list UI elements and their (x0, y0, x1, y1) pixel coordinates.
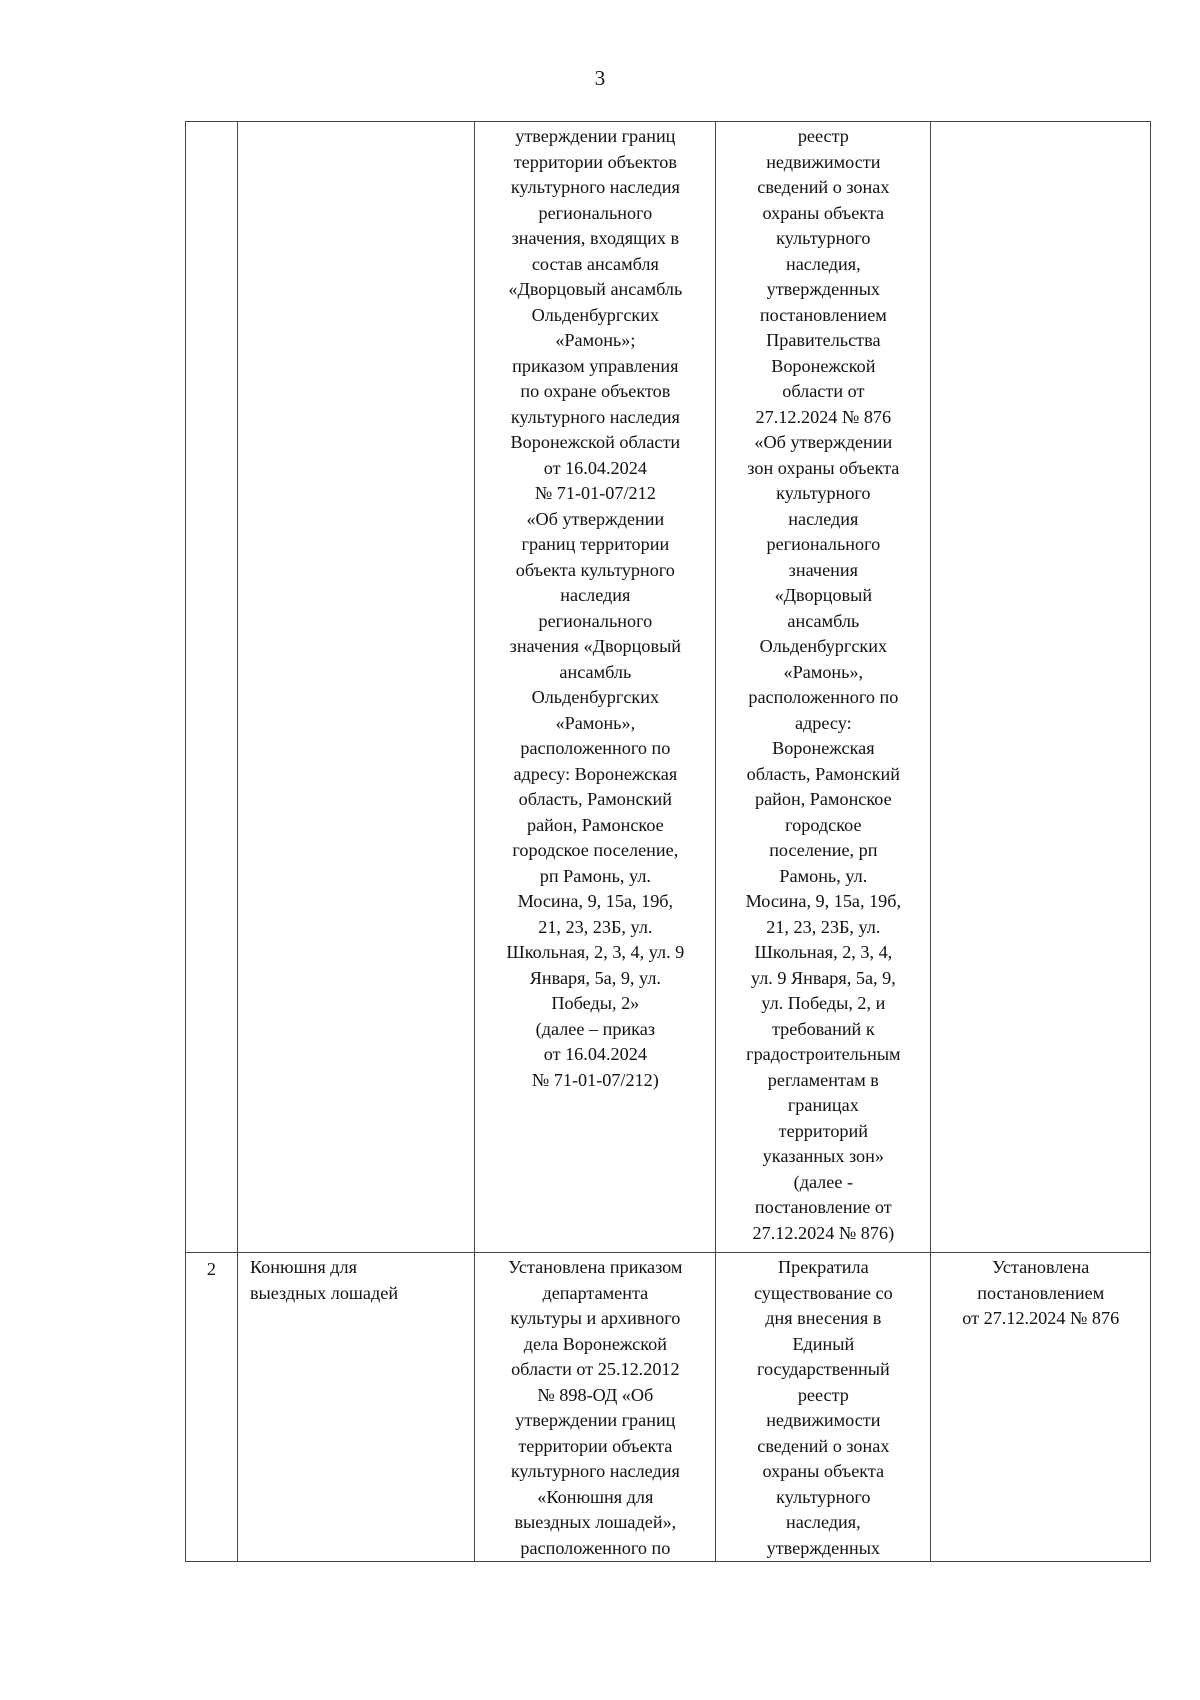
cell-text-line: Января, 5а, 9, ул. (529, 967, 661, 988)
cell-text-line: расположенного по (520, 738, 671, 758)
cell-text-line: регионального (766, 534, 881, 554)
cell-text-line: Установлена приказом (508, 1257, 683, 1277)
cell-text-line: утверждении границ (515, 1410, 676, 1430)
terminated-cell (716, 1253, 931, 1562)
cell-text-line: территорий (778, 1120, 868, 1141)
cell-text-line: Прекратила (778, 1257, 869, 1277)
cell-text-line: 21, 23, 23Б, ул. (766, 916, 881, 937)
cell-text-line: территории объектов (513, 151, 677, 172)
cell-text-line: выездных лошадей», (514, 1512, 677, 1532)
cell-text-line: границ территории (521, 534, 670, 554)
cell-text-line: Единый (792, 1333, 855, 1354)
cell-text-line: постановлением (977, 1282, 1105, 1303)
cell-text-line: по охране объектов (520, 381, 671, 401)
terminated-cell (716, 122, 931, 1253)
cell-text-line: дня внесения в (765, 1308, 882, 1328)
cell-text-line: Конюшня для (249, 1257, 357, 1277)
cell-text-line: Победы, 2» (551, 993, 640, 1013)
cell-text-line: культурного (776, 1486, 871, 1507)
cell-text-line: (далее – приказ (535, 1018, 656, 1039)
cell-text-line: наследия (788, 508, 859, 529)
cell-text-line: культуры и архивного (510, 1308, 681, 1328)
cell-text-line: «Об утверждении (754, 432, 893, 452)
row-number-cell: 2 (186, 1253, 238, 1562)
cell-text-line: недвижимости (766, 1410, 881, 1430)
cell-text-line: 27.12.2024 № 876 (755, 406, 892, 427)
cell-text-line: градостроительным (746, 1044, 901, 1064)
row-number-cell (186, 122, 238, 1253)
cell-text-line: дела Воронежской (523, 1333, 667, 1354)
cell-text-line: территории объекта (518, 1435, 673, 1456)
cell-text-line: область, Рамонский (746, 763, 901, 784)
cell-text-line: утверждении границ (515, 126, 676, 146)
table-row (186, 1253, 1151, 1562)
object-name-cell (237, 1253, 475, 1562)
cell-text-line: области от (782, 381, 865, 401)
cell-text-line: 21, 23, 23Б, ул. (538, 916, 653, 937)
cell-text-line: район, Рамонское (526, 814, 664, 835)
cell-text-line: культурного (776, 228, 871, 248)
cell-text-line: городское (785, 814, 862, 835)
cell-text-line: культурного наследия (510, 1461, 680, 1481)
cell-text-line: Воронежская (772, 738, 875, 758)
cell-text-line: «Рамонь»; (555, 330, 636, 350)
cell-text-line: значения, входящих в (511, 228, 680, 248)
cell-text-line: ул. 9 Января, 5а, 9, (750, 967, 896, 988)
new-zone-cell (931, 1253, 1151, 1562)
cell-text-line: регионального (538, 202, 653, 223)
cell-text-line: адресу: (794, 712, 852, 733)
cell-text-line: значения «Дворцовый (509, 636, 682, 656)
cell-text-line: поселение, рп (769, 840, 878, 860)
cell-text-line: культурного (776, 483, 871, 503)
cell-text-line: от 16.04.2024 (543, 457, 647, 478)
cell-text-line: Воронежской (771, 355, 876, 376)
cell-text-line: Мосина, 9, 15а, 19б, (517, 891, 674, 911)
cell-text-line: утвержденных (766, 279, 881, 299)
cell-text-line: реестр (797, 1384, 849, 1405)
cell-text-line: выездных лошадей (249, 1282, 399, 1303)
cell-text-line: Школьная, 2, 3, 4, ул. 9 (506, 942, 685, 962)
cell-text-line: утвержденных (766, 1537, 881, 1558)
cell-text-line: недвижимости (766, 151, 881, 172)
table-row (186, 122, 1151, 1253)
cell-text-line: наследия, (785, 1512, 861, 1532)
cell-text-line: государственный (756, 1359, 890, 1379)
cell-text-line: постановление от (754, 1197, 892, 1217)
cell-text-line: Ольденбургских (759, 636, 888, 656)
object-name-cell (237, 122, 475, 1253)
cell-text-line: «Дворцовый ансамбль (508, 279, 683, 299)
cell-text-line: расположенного по (748, 687, 899, 707)
cell-text-line: охраны объекта (762, 202, 885, 223)
cell-text-line: область, Рамонский (518, 789, 673, 809)
page-number: 3 (594, 66, 606, 90)
cell-text-line: Ольденбургских (531, 304, 660, 325)
cell-text-line: состав ансамбля (531, 253, 659, 274)
cell-text-line: Мосина, 9, 15а, 19б, (745, 891, 902, 911)
cell-text-line: (далее - (793, 1171, 854, 1192)
cell-text-line: культурного наследия (510, 406, 680, 427)
cell-text-line: адресу: Воронежская (513, 763, 678, 784)
cell-text-line: охраны объекта (762, 1461, 885, 1481)
cell-text-line: городское поселение, (512, 840, 679, 860)
cell-text-line: Установлена (992, 1257, 1090, 1277)
cell-text-line: «Рамонь», (555, 712, 636, 733)
cell-text-line: № 71-01-07/212) (531, 1069, 659, 1090)
cell-text-line: регионального (538, 610, 653, 631)
cell-text-line: существование со (753, 1282, 893, 1303)
cell-text-line: ул. Победы, 2, и (761, 993, 886, 1013)
cell-text-line: объекта культурного (515, 559, 675, 580)
cell-text-line: культурного наследия (510, 177, 680, 197)
cell-text-line: постановлением (759, 304, 887, 325)
cell-text-line: зон охраны объекта (747, 457, 900, 478)
cell-text-line: Воронежской области (510, 432, 681, 452)
cell-text-line: № 898-ОД «Об (537, 1384, 654, 1405)
cell-text-line: требований к (771, 1018, 875, 1039)
cell-text-line: ансамбль (787, 610, 860, 631)
cell-text-line: Школьная, 2, 3, 4, (754, 942, 893, 962)
cell-text-line: 27.12.2024 № 876) (752, 1222, 895, 1243)
established-by-cell (475, 122, 716, 1253)
heritage-zones-table (185, 121, 1151, 1562)
cell-text-line: Ольденбургских (531, 687, 660, 707)
cell-text-line: ансамбль (559, 661, 632, 682)
cell-text-line: приказом управления (512, 355, 679, 376)
established-by-cell (475, 1253, 716, 1562)
cell-text-line: указанных зон» (762, 1146, 884, 1166)
cell-text-line: департамента (542, 1282, 649, 1303)
cell-text-line: расположенного по (520, 1537, 671, 1558)
cell-text-line: сведений о зонах (757, 177, 890, 197)
cell-text-line: «Конюшня для (537, 1486, 654, 1507)
cell-text-line: от 27.12.2024 № 876 (962, 1308, 1120, 1328)
cell-text-line: «Дворцовый (774, 585, 873, 605)
cell-text-line: «Об утверждении (526, 508, 665, 529)
cell-text-line: значения (788, 559, 858, 580)
cell-text-line: от 16.04.2024 (543, 1044, 647, 1064)
new-zone-cell (931, 122, 1151, 1253)
cell-text-line: регламентам в (767, 1069, 879, 1090)
cell-text-line: наследия (560, 585, 631, 605)
cell-text-line: наследия, (785, 253, 861, 274)
cell-text-line: границах (787, 1095, 859, 1115)
cell-text-line: сведений о зонах (757, 1435, 890, 1456)
cell-text-line: «Рамонь», (783, 661, 864, 682)
cell-text-line: № 71-01-07/212 (534, 483, 656, 503)
cell-text-line: Рамонь, ул. (779, 865, 868, 886)
cell-text-line: реестр (797, 126, 849, 146)
cell-text-line: рп Рамонь, ул. (539, 865, 651, 886)
cell-text-line: Правительства (766, 330, 881, 350)
cell-text-line: район, Рамонское (754, 789, 892, 809)
cell-text-line: области от 25.12.2012 (511, 1359, 680, 1379)
